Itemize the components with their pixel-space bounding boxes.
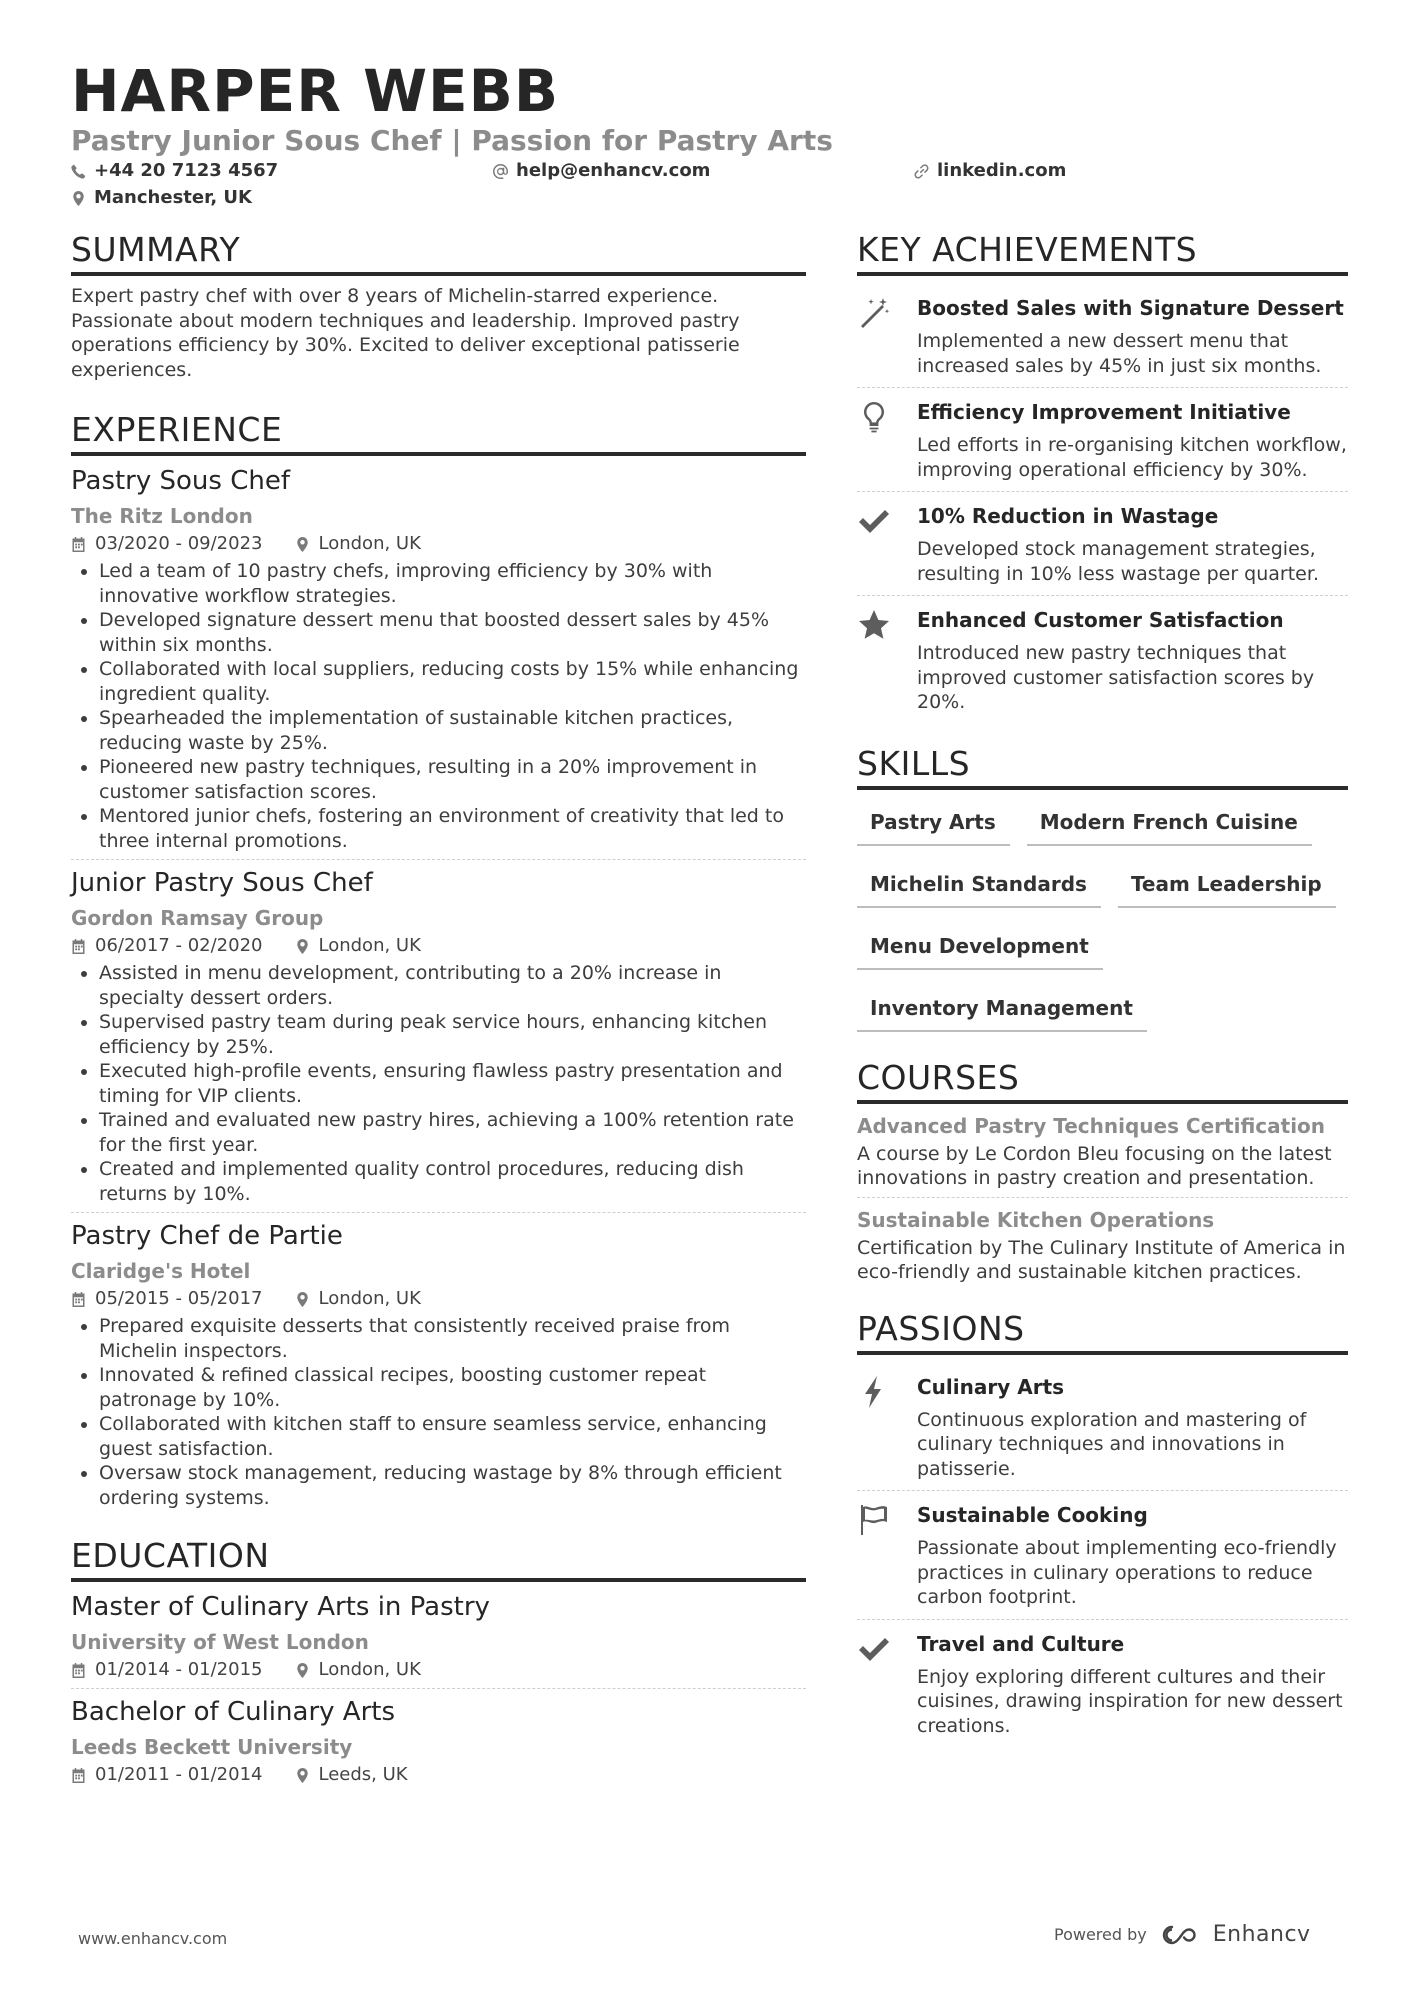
calendar-icon — [71, 1663, 86, 1678]
passions-heading: PASSIONS — [857, 1309, 1348, 1355]
job-company: Claridge's Hotel — [71, 1259, 251, 1283]
achievement-item — [857, 492, 1348, 593]
job-location — [295, 934, 421, 958]
summary-heading: SUMMARY — [71, 230, 806, 276]
calendar-icon — [71, 537, 86, 552]
powered-by-label: Powered by — [1054, 1925, 1147, 1944]
passion-title: Travel and Culture — [917, 1631, 1125, 1656]
achievements-heading: KEY ACHIEVEMENTS — [857, 230, 1348, 276]
experience-heading: EXPERIENCE — [71, 410, 806, 456]
magic-wand-icon — [857, 296, 891, 330]
right-column — [857, 230, 1348, 1745]
calendar-icon — [71, 1768, 86, 1783]
job-location — [295, 532, 421, 556]
job-location-text: London, UK — [318, 935, 421, 956]
linkedin-text: linkedin.com — [937, 160, 1067, 181]
skills-heading: SKILLS — [857, 744, 1348, 790]
skill-tag: Menu Development — [857, 922, 1103, 970]
passion-item — [857, 1620, 1348, 1746]
education-location — [295, 1763, 408, 1787]
education-meta — [71, 1763, 806, 1787]
footer-branding[interactable] — [1054, 1922, 1311, 1947]
skill-tag: Michelin Standards — [857, 860, 1101, 908]
skill-tag: Team Leadership — [1118, 860, 1336, 908]
passion-item — [857, 1491, 1348, 1617]
contact-phone[interactable] — [71, 159, 278, 183]
achievement-item — [857, 284, 1348, 385]
brand-name: Enhancv — [1212, 1922, 1311, 1947]
job-location-text: London, UK — [318, 533, 421, 554]
bullet-item: Created and implemented quality control procedures, reducing dish returns by 10%. — [71, 1157, 806, 1206]
job-role: Junior Pastry Sous Chef — [71, 868, 373, 898]
bullet-item: Pioneered new pastry techniques, resulting in a 20% improvement in customer satisfaction scores. — [71, 755, 806, 804]
education-meta — [71, 1658, 806, 1682]
achievement-title: Enhanced Customer Satisfaction — [917, 608, 1284, 632]
calendar-icon — [71, 1292, 86, 1307]
location-pin-icon — [295, 1663, 310, 1678]
education-dates: 01/2011 - 01/2014 — [95, 1764, 263, 1785]
job-meta — [71, 1287, 806, 1311]
course-item — [857, 1206, 1348, 1285]
candidate-headline: Pastry Junior Sous Chef | Passion for Pastry Arts — [71, 124, 833, 157]
bullet-item: Mentored junior chefs, fostering an environment of creativity that led to three internal promotions. — [71, 804, 806, 853]
job-company: Gordon Ramsay Group — [71, 906, 324, 930]
job-company: The Ritz London — [71, 504, 253, 528]
job-dates: 05/2015 - 05/2017 — [95, 1288, 263, 1309]
school-name: Leeds Beckett University — [71, 1735, 353, 1759]
achievement-title: Efficiency Improvement Initiative — [917, 400, 1291, 424]
course-desc: A course by Le Cordon Bleu focusing on the latest innovations in pastry creation and presentation. — [857, 1142, 1332, 1189]
passion-desc: Continuous exploration and mastering of culinary techniques and innovations in patisserie. — [917, 1408, 1307, 1480]
achievement-desc: Developed stock management strategies, resulting in 10% less wastage per quarter. — [917, 538, 1319, 585]
education-entry — [71, 1695, 806, 1787]
experience-section — [71, 410, 806, 1510]
skill-tag: Modern French Cuisine — [1027, 798, 1312, 846]
job-dates: 03/2020 - 09/2023 — [95, 533, 263, 554]
skills-list — [857, 798, 1348, 1046]
flag-icon — [857, 1503, 891, 1537]
bullet-item: Innovated & refined classical recipes, boosting customer repeat patronage by 10%. — [71, 1363, 806, 1412]
course-desc: Certification by The Culinary Institute of America in eco-friendly and sustainable kitchen practices. — [857, 1236, 1346, 1283]
bullet-item: Oversaw stock management, reducing wastage by 8% through efficient ordering systems. — [71, 1461, 806, 1510]
bullet-item: Spearheaded the implementation of sustainable kitchen practices, reducing waste by 25%. — [71, 706, 806, 755]
bullet-item: Developed signature dessert menu that boosted dessert sales by 45% within six months. — [71, 608, 806, 657]
passion-desc: Passionate about implementing eco-friendly practices in culinary operations to reduce carbon footprint. — [917, 1537, 1337, 1608]
bullet-item: Assisted in menu development, contributing to a 20% increase in specialty dessert orders. — [71, 961, 806, 1010]
education-dates: 01/2014 - 01/2015 — [95, 1659, 263, 1680]
achievement-desc: Implemented a new dessert menu that increased sales by 45% in just six months. — [917, 330, 1322, 377]
location-text: Manchester, UK — [94, 187, 252, 208]
job-meta — [71, 934, 806, 958]
contact-email[interactable] — [493, 159, 710, 183]
location-pin-icon — [295, 1768, 310, 1783]
phone-icon — [71, 164, 86, 179]
email-text: help@enhancv.com — [516, 160, 711, 181]
skill-tag: Pastry Arts — [857, 798, 1010, 846]
skills-section — [857, 744, 1348, 1046]
contact-linkedin[interactable] — [914, 159, 1066, 183]
at-icon — [493, 164, 508, 179]
location-pin-icon — [295, 1292, 310, 1307]
achievements-section — [857, 230, 1348, 722]
education-heading: EDUCATION — [71, 1536, 806, 1582]
course-title: Sustainable Kitchen Operations — [857, 1207, 1215, 1232]
location-pin-icon — [295, 537, 310, 552]
achievement-desc: Led efforts in re-organising kitchen workflow, improving operational efficiency by 30%. — [917, 434, 1347, 481]
bullet-item: Collaborated with local suppliers, reducing costs by 15% while enhancing ingredient quality. — [71, 657, 806, 706]
achievement-item — [857, 596, 1348, 722]
checkmark-icon — [857, 1632, 891, 1666]
link-icon — [914, 164, 929, 179]
achievement-desc: Introduced new pastry techniques that improved customer satisfaction scores by 20%. — [917, 642, 1315, 713]
divider — [71, 1212, 806, 1213]
passion-title: Culinary Arts — [917, 1374, 1065, 1399]
degree-title: Master of Culinary Arts in Pastry — [71, 1592, 490, 1622]
star-icon — [857, 608, 891, 642]
skill-tag: Inventory Management — [857, 984, 1147, 1032]
job-entry — [71, 464, 806, 853]
school-name: University of West London — [71, 1630, 369, 1654]
courses-heading: COURSES — [857, 1058, 1348, 1104]
enhancv-logo-icon — [1161, 1924, 1207, 1946]
candidate-name: HARPER WEBB — [71, 57, 560, 125]
achievement-title: 10% Reduction in Wastage — [917, 504, 1219, 528]
bullet-item: Prepared exquisite desserts that consistently received praise from Michelin inspectors. — [71, 1314, 806, 1363]
summary-section — [71, 230, 806, 382]
job-bullets — [71, 1314, 806, 1510]
lightning-icon — [857, 1375, 891, 1409]
job-entry — [71, 1219, 806, 1510]
degree-title: Bachelor of Culinary Arts — [71, 1697, 395, 1727]
location-pin-icon — [295, 939, 310, 954]
achievement-title: Boosted Sales with Signature Dessert — [917, 296, 1344, 320]
summary-text: Expert pastry chef with over 8 years of Michelin-starred experience. Passionate about modern techniques and leadership. Improved pastry operations efficiency by 30%. Excited to deliver exceptional patisserie experiences. — [71, 285, 740, 381]
education-location-text: London, UK — [318, 1659, 421, 1680]
job-entry — [71, 866, 806, 1206]
contact-location — [71, 186, 252, 210]
divider — [857, 1197, 1348, 1198]
job-bullets — [71, 961, 806, 1206]
divider — [71, 859, 806, 860]
job-location-text: London, UK — [318, 1288, 421, 1309]
courses-section — [857, 1058, 1348, 1285]
checkmark-icon — [857, 504, 891, 538]
job-role: Pastry Sous Chef — [71, 466, 291, 496]
brand-logo — [1161, 1922, 1311, 1947]
divider — [71, 1688, 806, 1689]
phone-text: +44 20 7123 4567 — [94, 160, 279, 181]
bullet-item: Led a team of 10 pastry chefs, improving efficiency by 30% with innovative workflow strategies. — [71, 559, 806, 608]
job-location — [295, 1287, 421, 1311]
achievement-item — [857, 388, 1348, 489]
job-bullets — [71, 559, 806, 853]
bullet-item: Trained and evaluated new pastry hires, achieving a 100% retention rate for the first year. — [71, 1108, 806, 1157]
lightbulb-icon — [857, 400, 891, 434]
course-title: Advanced Pastry Techniques Certification — [857, 1113, 1326, 1138]
left-column — [71, 230, 806, 1787]
job-role: Pastry Chef de Partie — [71, 1221, 343, 1251]
passions-section — [857, 1309, 1348, 1746]
footer-website[interactable]: www.enhancv.com — [78, 1929, 228, 1948]
course-item — [857, 1112, 1348, 1191]
bullet-item: Supervised pastry team during peak service hours, enhancing kitchen efficiency by 25%. — [71, 1010, 806, 1059]
calendar-icon — [71, 939, 86, 954]
passion-desc: Enjoy exploring different cultures and their cuisines, drawing inspiration for new dessert creations. — [917, 1665, 1343, 1737]
education-entry — [71, 1590, 806, 1682]
location-pin-icon — [71, 191, 86, 206]
passion-item — [857, 1363, 1348, 1489]
job-dates: 06/2017 - 02/2020 — [95, 935, 263, 956]
job-meta — [71, 532, 806, 556]
bullet-item: Executed high-profile events, ensuring flawless pastry presentation and timing for VIP clients. — [71, 1059, 806, 1108]
passion-title: Sustainable Cooking — [917, 1503, 1148, 1527]
education-location-text: Leeds, UK — [318, 1764, 408, 1785]
education-section — [71, 1536, 806, 1787]
bullet-item: Collaborated with kitchen staff to ensure seamless service, enhancing guest satisfaction. — [71, 1412, 806, 1461]
education-location — [295, 1658, 421, 1682]
